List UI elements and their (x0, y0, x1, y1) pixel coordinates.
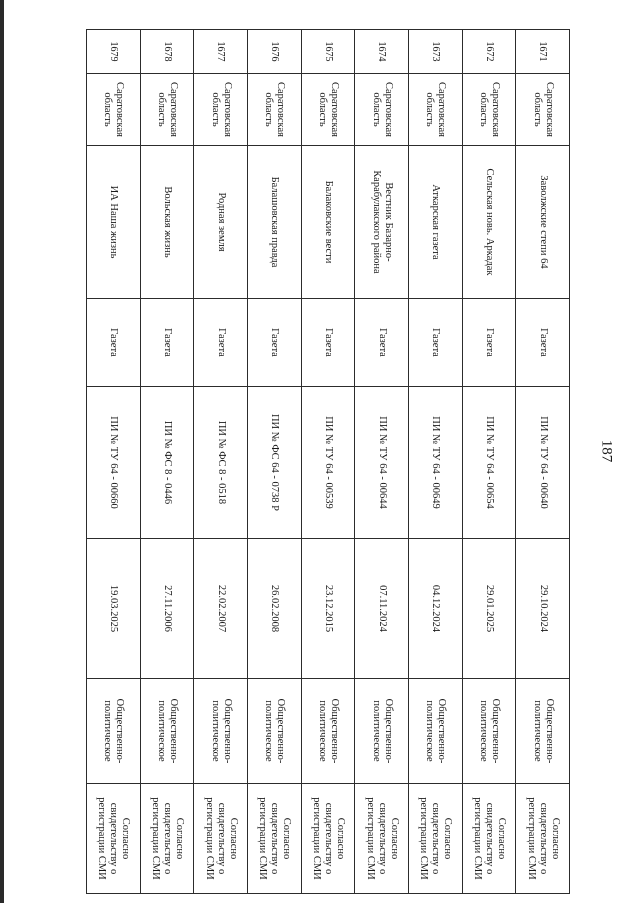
media-title-cell: Родная земля (194, 146, 248, 299)
specialization-cell: Общественно-политическое (462, 679, 516, 784)
specialization-cell: Общественно-политическое (248, 679, 302, 784)
row-number: 1673 (409, 30, 463, 74)
registration-date-cell: 22.02.2007 (194, 539, 248, 679)
region-cell: Саратовская область (140, 74, 194, 146)
registration-number-cell: ПИ № ФС 8 - 0446 (140, 387, 194, 539)
distribution-territory-cell: Согласно свидетельству о регистрации СМИ (194, 784, 248, 894)
registration-date-cell: 23.12.2015 (301, 539, 355, 679)
distribution-territory-cell: Согласно свидетельству о регистрации СМИ (409, 784, 463, 894)
table-row (87, 30, 141, 894)
specialization-cell: Общественно-политическое (516, 679, 570, 784)
distribution-territory-cell: Согласно свидетельству о регистрации СМИ (140, 784, 194, 894)
table-row (248, 30, 302, 894)
media-type-cell: Газета (194, 299, 248, 387)
table-row (301, 30, 355, 894)
registry-body (87, 30, 570, 894)
table-row (194, 30, 248, 894)
specialization-cell: Общественно-политическое (194, 679, 248, 784)
registration-number-cell: ПИ № ТУ 64 - 00640 (516, 387, 570, 539)
region-cell: Саратовская область (248, 74, 302, 146)
media-title-cell: Сельская новь. Аркадак (462, 146, 516, 299)
distribution-territory-cell: Согласно свидетельству о регистрации СМИ (301, 784, 355, 894)
scan-edge (0, 0, 4, 903)
registration-number-cell: ПИ № ТУ 64 - 00644 (355, 387, 409, 539)
registration-date-cell: 29.01.2025 (462, 539, 516, 679)
media-type-cell: Газета (462, 299, 516, 387)
registration-number-cell: ПИ № ТУ 64 - 00660 (87, 387, 141, 539)
media-registry-table (86, 29, 570, 894)
table-row (516, 30, 570, 894)
media-type-cell: Газета (87, 299, 141, 387)
registration-date-cell: 04.12.2024 (409, 539, 463, 679)
registration-date-cell: 26.02.2008 (248, 539, 302, 679)
media-title-cell: Балашовская правда (248, 146, 302, 299)
distribution-territory-cell: Согласно свидетельству о регистрации СМИ (462, 784, 516, 894)
table-row (140, 30, 194, 894)
registration-number-cell: ПИ № ФС 64 - 0738 Р (248, 387, 302, 539)
row-number: 1676 (248, 30, 302, 74)
registration-date-cell: 27.11.2006 (140, 539, 194, 679)
row-number: 1675 (301, 30, 355, 74)
registration-date-cell: 07.11.2024 (355, 539, 409, 679)
registration-number-cell: ПИ № ФС 8 - 0518 (194, 387, 248, 539)
distribution-territory-cell: Согласно свидетельству о регистрации СМИ (355, 784, 409, 894)
registration-number-cell: ПИ № ТУ 64 - 00649 (409, 387, 463, 539)
media-title-cell: Заволжские степи 64 (516, 146, 570, 299)
media-title-cell: Вольская жизнь (140, 146, 194, 299)
registry-table-frame (86, 29, 570, 893)
media-type-cell: Газета (140, 299, 194, 387)
page-number: 187 (598, 439, 615, 463)
media-type-cell: Газета (355, 299, 409, 387)
distribution-territory-cell: Согласно свидетельству о регистрации СМИ (87, 784, 141, 894)
specialization-cell: Общественно-политическое (140, 679, 194, 784)
region-cell: Саратовская область (462, 74, 516, 146)
region-cell: Саратовская область (409, 74, 463, 146)
specialization-cell: Общественно-политическое (355, 679, 409, 784)
distribution-territory-cell: Согласно свидетельству о регистрации СМИ (516, 784, 570, 894)
region-cell: Саратовская область (87, 74, 141, 146)
media-type-cell: Газета (248, 299, 302, 387)
media-type-cell: Газета (409, 299, 463, 387)
registration-number-cell: ПИ № ТУ 64 - 00654 (462, 387, 516, 539)
media-type-cell: Газета (301, 299, 355, 387)
registration-number-cell: ПИ № ТУ 64 - 00539 (301, 387, 355, 539)
registration-date-cell: 19.03.2025 (87, 539, 141, 679)
specialization-cell: Общественно-политическое (301, 679, 355, 784)
row-number: 1677 (194, 30, 248, 74)
table-row (462, 30, 516, 894)
specialization-cell: Общественно-политическое (409, 679, 463, 784)
table-row (409, 30, 463, 894)
row-number: 1679 (87, 30, 141, 74)
media-title-cell: Балаковские вести (301, 146, 355, 299)
row-number: 1678 (140, 30, 194, 74)
media-type-cell: Газета (516, 299, 570, 387)
row-number: 1674 (355, 30, 409, 74)
row-number: 1671 (516, 30, 570, 74)
region-cell: Саратовская область (355, 74, 409, 146)
distribution-territory-cell: Согласно свидетельству о регистрации СМИ (248, 784, 302, 894)
row-number: 1672 (462, 30, 516, 74)
media-title-cell: Аткарская газета (409, 146, 463, 299)
media-title-cell: Вестник Базарно-Карабулакского района (355, 146, 409, 299)
region-cell: Саратовская область (516, 74, 570, 146)
media-title-cell: ИА Наша жизнь (87, 146, 141, 299)
table-row (355, 30, 409, 894)
region-cell: Саратовская область (301, 74, 355, 146)
region-cell: Саратовская область (194, 74, 248, 146)
specialization-cell: Общественно-политическое (87, 679, 141, 784)
registration-date-cell: 29.10.2024 (516, 539, 570, 679)
